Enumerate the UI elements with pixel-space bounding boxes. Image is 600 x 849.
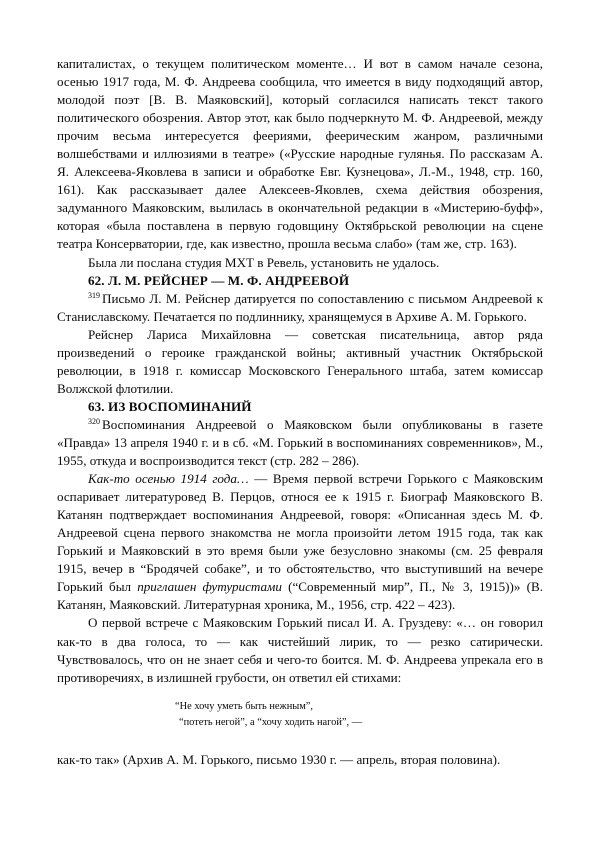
section-63-note-text: Воспоминания Андреевой о Маяковском были опубликованы в газете «Правда» 13 апреля 1940 г. и в сб. «М. Горький в воспоминаниях современников», М., 1955, откуда и воспроизводится текст (стр. 282 – 286). <box>57 416 543 469</box>
italic-phrase-priglashen-futuristami: приглашен футуристами <box>137 579 282 595</box>
verse-top-spacer <box>57 687 543 699</box>
section-62-note-text: Письмо Л. М. Рейснер датируется по сопоставлению с письмом Андреевой к Станиславскому. Печатается по подлиннику, хранящемуся в Архиве А. М. Горького. <box>57 290 543 324</box>
verse-line-1: “Не хочу уметь быть нежным”, <box>175 700 314 712</box>
verse-bottom-spacer <box>57 731 543 751</box>
lemma-kak-to-osenyu: Как-то осенью 1914 года… <box>88 471 249 487</box>
note-reference-320: 320 <box>88 417 100 427</box>
paragraph-studio-note: Была ли послана студия МХТ в Ревель, установить не удалось. <box>88 254 440 270</box>
verse-quotation-block <box>57 699 543 731</box>
katanyan-text-part-1: — Время первой встречи Горького с Маяковским оспаривает литературовед В. Перцов, относя ее к 1915 г. Биограф Маяковского В. Катанян подтверждает воспоминания Андреевой, говоря: «Описанная здесь М. Ф. Андреевой сцена первого знакомства не могла произойти летом 1915 года, так как Горький и Маяковский в это время были уже безусловно знакомы (см. 25 февраля 1915, вечер в “Бродячей собаке”, и то обстоятельство, что выступивший на вечере Горький был <box>57 471 543 595</box>
katanyan-text-part-2: (“Современный мир”, П., № 3, 1915))» (В. Катанян, Маяковский. Литературная хроника, М., 1956, стр. 422 – 423). <box>57 579 543 613</box>
section-heading-63: 63. ИЗ ВОСПОМИНАНИЙ <box>88 398 252 414</box>
paragraph-reisner-biography: Рейснер Лариса Михайловна — советская писательница, автор ряда произведений о героике гражданской войны; активный участник Октябрьской революции, в 1918 г. комиссар Московского Генерального штаба, затем комиссар Волжской флотилии. <box>57 326 543 396</box>
paragraph-katanyan-commentary <box>57 470 543 614</box>
paragraph-gruzdev-letter: О первой встрече с Маяковским Горький писал И. А. Груздеву: «… он говорил как-то в два голоса, то — как чистейший лирик, то — резко сатирически. Чувствовалось, что он не знает себя и чего-то боится. М. Ф. Андреева упрекала его в противоречиях, в излишней грубости, он ответил ей стихами: <box>57 615 543 685</box>
paragraph-opening-continued: капиталистах, о текущем политическом моменте… И вот в самом начале сезона, осенью 1917 года, М. Ф. Андреева сообщила, что имеется в виду подходящий автор, молодой поэт [В. В. Маяковский], который согласился написать текст такого политического обозрения. Автор этот, как было подчеркнуто М. Ф. Андреевой, между прочим весьма интересуется феериями, феерическим жанром, различными волшебствами и иллюзиями в театре» («Русские народные гулянья. По рассказам А. Я. Алексеева-Яковлева в записи и обработке Евг. Кузнецова», Л.-М., 1948, стр. 160, 161). Как рассказывает далее Алексеев-Яковлев, схема действия обозрения, задуманного Маяковским, вылилась в окончательной редакции в «Мистерию-буфф», которая «была поставлена в первую годовщину Октябрьской революции на сцене театра Консерватории, где, как известно, прошла весьма слабо» (там же, стр. 163). <box>57 56 543 252</box>
note-reference-319: 319 <box>88 291 100 301</box>
section-heading-62: 62. Л. М. РЕЙСНЕР — М. Ф. АНДРЕЕВОЙ <box>88 272 350 288</box>
paragraph-closing-archive-reference: как-то так» (Архив А. М. Горького, письмо 1930 г. — апрель, вторая половина). <box>57 752 501 768</box>
paragraph-section-63-note <box>57 416 543 470</box>
paragraph-section-62-note <box>57 290 543 326</box>
page-content <box>57 55 543 769</box>
verse-line-2: “потеть негой”, а “хочу ходить нагой”, — <box>179 716 363 728</box>
